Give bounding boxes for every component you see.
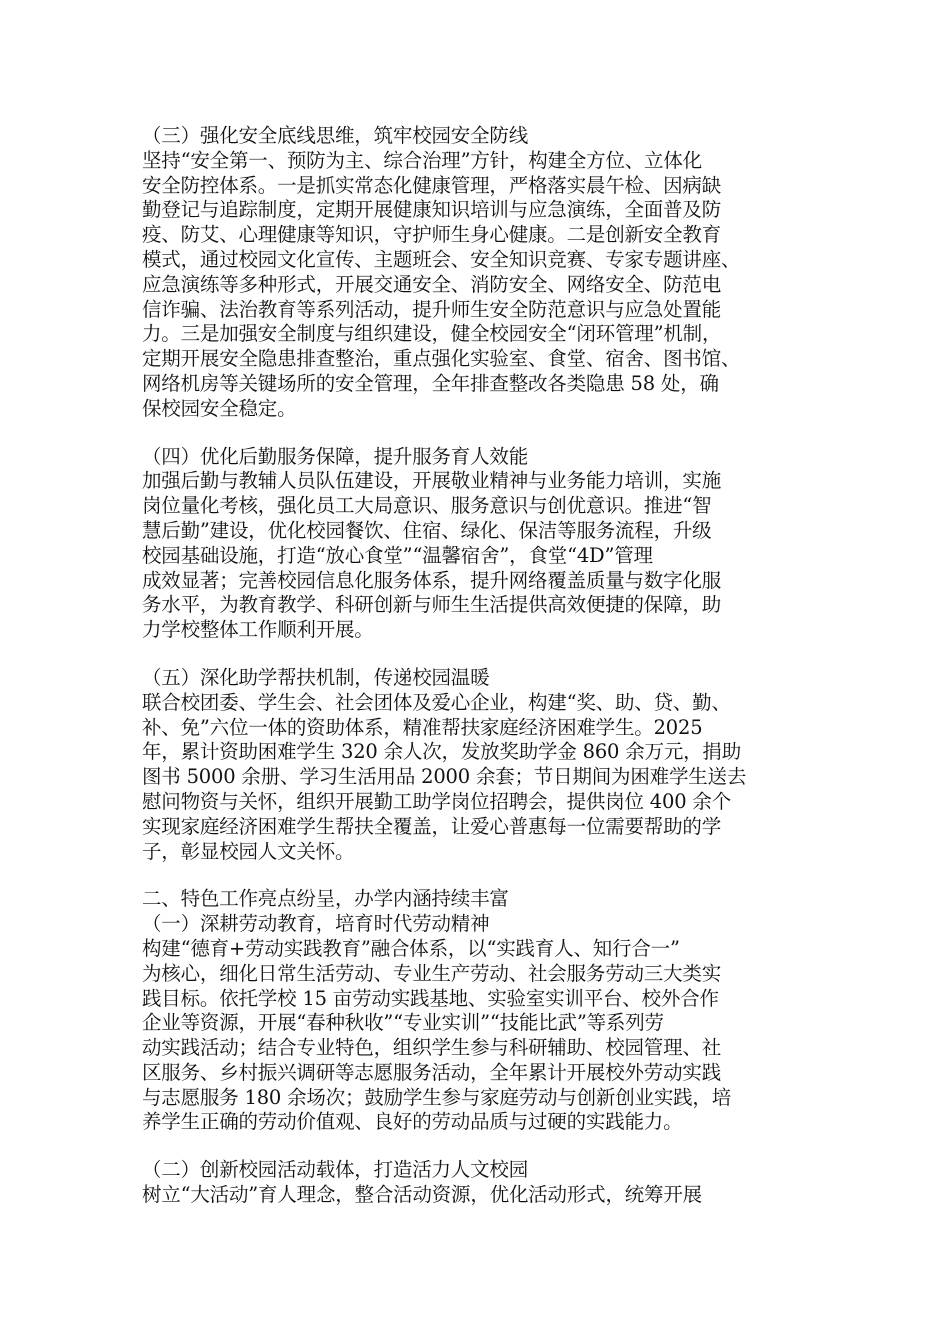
section-logistics (142, 445, 832, 643)
section-heading: （三）强化安全底线思维，筑牢校园安全防线 (142, 124, 529, 147)
paragraph-line: 子，彰显校园人文关怀。 (142, 839, 355, 863)
paragraph-line: 践目标。依托学校 15 亩劳动实践基地、实验室实训平台、校外合作 (142, 986, 719, 1010)
paragraph-line: 实现家庭经济困难学生帮扶全覆盖，让爱心普惠每一位需要帮助的学 (142, 814, 722, 838)
paragraph-line: 构建“德育+劳动实践教育”融合体系，以“实践育人、知行合一” (142, 936, 680, 960)
paragraph-line: 慰问物资与关怀，组织开展勤工助学岗位招聘会，提供岗位 400 余个 (142, 789, 732, 813)
spacer (142, 864, 832, 887)
spacer (142, 1135, 832, 1158)
spacer (142, 643, 832, 666)
paragraph-line: 加强后勤与教辅人员队伍建设，开展敬业精神与业务能力培训，实施 (142, 469, 722, 493)
section-safety (142, 124, 832, 422)
section-student-aid (142, 666, 832, 864)
part-heading: 二、特色工作亮点纷呈，办学内涵持续丰富 (142, 887, 509, 911)
paragraph-line: 年，累计资助困难学生 320 余人次，发放奖助学金 860 余万元，捐助 (142, 740, 742, 764)
paragraph-line: 保校园安全稳定。 (142, 396, 297, 420)
paragraph-line: 养学生正确的劳动价值观、良好的劳动品质与过硬的实践能力。 (142, 1110, 683, 1134)
section-heading: （五）深化助学帮扶机制，传递校园温暖 (142, 665, 490, 689)
paragraph-line: 为核心，细化日常生活劳动、专业生产劳动、社会服务劳动三大类实 (142, 961, 722, 985)
paragraph-line: 联合校团委、学生会、社会团体及爱心企业，构建“奖、助、贷、勤、 (142, 690, 731, 714)
paragraph-line: 疫、防艾、心理健康等知识，守护师生身心健康。二是创新安全教育 (142, 223, 722, 247)
paragraph-line: 定期开展安全隐患排查整治，重点强化实验室、食堂、宿舍、图书馆、 (142, 347, 741, 371)
paragraph-line: 树立“大活动”育人理念，整合活动资源，优化活动形式，统筹开展 (142, 1183, 702, 1207)
section-part-two-labor (142, 887, 832, 1135)
paragraph-line: 安全防控体系。一是抓实常态化健康管理，严格落实晨午检、因病缺 (142, 173, 722, 197)
paragraph-line: 模式，通过校园文化宣传、主题班会、安全知识竞赛、专家专题讲座、 (142, 247, 741, 271)
paragraph-line: 力学校整体工作顺利开展。 (142, 618, 374, 642)
section-heading: （一）深耕劳动教育，培育时代劳动精神 (142, 912, 490, 936)
paragraph-line: 企业等资源，开展“春种秋收”“专业实训”“技能比武”等系列劳 (142, 1011, 664, 1035)
paragraph-line: 勤登记与追踪制度，定期开展健康知识培训与应急演练，全面普及防 (142, 198, 722, 222)
paragraph-line: 信诈骗、法治教育等系列活动，提升师生安全防范意识与应急处置能 (142, 297, 722, 321)
paragraph-line: 务水平，为教育教学、科研创新与师生生活提供高效便捷的保障，助 (142, 593, 722, 617)
spacer (142, 422, 832, 445)
paragraph-line: 网络机房等关键场所的安全管理，全年排查整改各类隐患 58 处，确 (142, 371, 719, 395)
document-page (142, 124, 832, 1208)
paragraph-line: 岗位量化考核，强化员工大局意识、服务意识与创优意识。推进“智 (142, 494, 712, 518)
paragraph-line: 与志愿服务 180 余场次；鼓励学生参与家庭劳动与创新创业实践，培 (142, 1085, 732, 1109)
paragraph-line: 补、免”六位一体的资助体系，精准帮扶家庭经济困难学生。2025 (142, 715, 703, 739)
section-campus-activities (142, 1158, 832, 1208)
paragraph-line: 应急演练等多种形式，开展交通安全、消防安全、网络安全、防范电 (142, 272, 722, 296)
section-heading: （四）优化后勤服务保障，提升服务育人效能 (142, 444, 529, 468)
paragraph-line: 成效显著；完善校园信息化服务体系，提升网络覆盖质量与数字化服 (142, 568, 722, 592)
paragraph-line: 力。三是加强安全制度与组织建设，健全校园安全“闭环管理”机制， (142, 322, 722, 346)
paragraph-line: 动实践活动；结合专业特色，组织学生参与科研辅助、校园管理、社 (142, 1036, 722, 1060)
paragraph-line: 慧后勤”建设，优化校园餐饮、住宿、绿化、保洁等服务流程，升级 (142, 518, 712, 542)
paragraph-line: 图书 5000 余册、学习生活用品 2000 余套；节日期间为困难学生送去 (142, 765, 747, 789)
paragraph-line: 坚持“安全第一、预防为主、综合治理”方针，构建全方位、立体化 (142, 148, 702, 172)
paragraph-line: 区服务、乡村振兴调研等志愿服务活动，全年累计开展校外劳动实践 (142, 1060, 722, 1084)
paragraph-line: 校园基础设施，打造“放心食堂”“温馨宿舍”，食堂“4D”管理 (142, 543, 653, 567)
section-heading: （二）创新校园活动载体，打造活力人文校园 (142, 1158, 529, 1182)
